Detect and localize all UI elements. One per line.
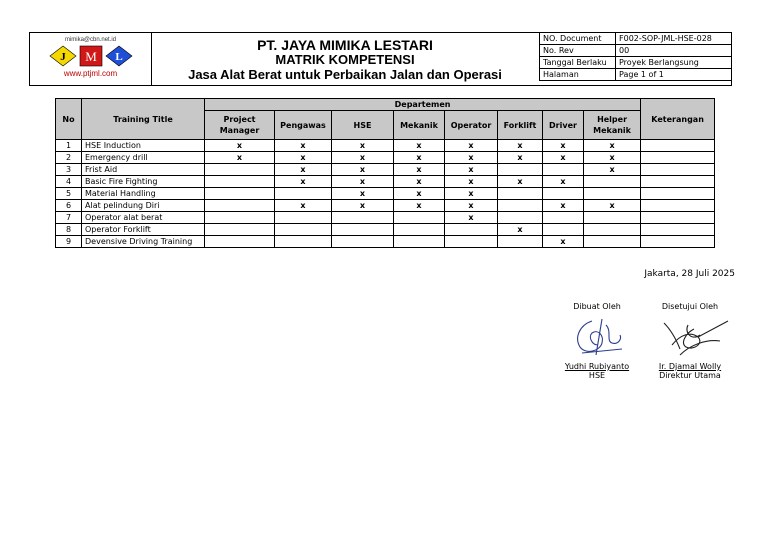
signature-approved-icon: [650, 315, 730, 359]
department-header-forklift: Forklift: [498, 111, 543, 140]
competency-cell: [543, 164, 584, 176]
competency-cell: x: [394, 188, 445, 200]
remarks-cell: [641, 236, 715, 248]
competency-cell: x: [498, 152, 543, 164]
competency-cell: [205, 176, 275, 188]
competency-cell: x: [332, 200, 394, 212]
column-header-remarks: Keterangan: [641, 99, 715, 140]
department-group-header: Departemen: [205, 99, 641, 111]
document-header: [29, 32, 732, 86]
service-description: Jasa Alat Berat untuk Perbaikan Jalan dan Operasi: [188, 67, 502, 82]
title-block: [151, 33, 539, 85]
page-label: Halaman: [540, 69, 616, 81]
row-number: 3: [56, 164, 82, 176]
competency-cell: x: [543, 140, 584, 152]
doc-info-row: [540, 33, 733, 45]
document-info-table: [539, 33, 732, 81]
department-header-mekanik: Mekanik: [394, 111, 445, 140]
competency-cell: [205, 212, 275, 224]
competency-cell: [584, 212, 641, 224]
training-title: Alat pelindung Diri: [82, 200, 205, 212]
competency-cell: [332, 236, 394, 248]
table-row: [56, 236, 715, 248]
competency-cell: x: [205, 140, 275, 152]
competency-cell: x: [543, 152, 584, 164]
table-row: [56, 140, 715, 152]
row-number: 8: [56, 224, 82, 236]
competency-cell: x: [332, 176, 394, 188]
competency-cell: [445, 236, 498, 248]
company-name: PT. JAYA MIMIKA LESTARI: [257, 37, 433, 53]
remarks-cell: [641, 140, 715, 152]
row-number: 5: [56, 188, 82, 200]
competency-cell: [205, 236, 275, 248]
row-number: 4: [56, 176, 82, 188]
approved-by-block: [640, 302, 740, 380]
competency-cell: x: [394, 140, 445, 152]
doc-number-value: F002-SOP-JML-HSE-028: [616, 33, 733, 45]
competency-cell: x: [584, 140, 641, 152]
competency-cell: [584, 236, 641, 248]
signature-prepared-icon: [562, 315, 632, 359]
prepared-by-label: Dibuat Oleh: [573, 302, 621, 311]
remarks-cell: [641, 176, 715, 188]
competency-cell: x: [275, 164, 332, 176]
competency-cell: x: [445, 212, 498, 224]
competency-cell: x: [394, 164, 445, 176]
table-row: [56, 164, 715, 176]
training-title: Emergency drill: [82, 152, 205, 164]
company-logo: [30, 33, 152, 85]
effective-date-label: Tanggal Berlaku: [540, 57, 616, 69]
competency-cell: [498, 200, 543, 212]
competency-cell: [445, 224, 498, 236]
competency-cell: x: [543, 176, 584, 188]
approved-by-label: Disetujui Oleh: [661, 302, 719, 311]
competency-cell: x: [498, 140, 543, 152]
department-header-hse: HSE: [332, 111, 394, 140]
training-title: Frist Aid: [82, 164, 205, 176]
row-number: 7: [56, 212, 82, 224]
prepared-by-block: [547, 302, 647, 380]
competency-cell: x: [584, 164, 641, 176]
training-title: Operator alat berat: [82, 212, 205, 224]
row-number: 2: [56, 152, 82, 164]
competency-cell: [205, 200, 275, 212]
logo-email: mimika@cbn.net.id: [64, 37, 117, 43]
competency-cell: x: [275, 152, 332, 164]
table-row: [56, 188, 715, 200]
competency-cell: x: [445, 200, 498, 212]
training-title: HSE Induction: [82, 140, 205, 152]
logo-emblem-icon: [48, 45, 134, 67]
competency-cell: x: [543, 236, 584, 248]
revision-label: No. Rev: [540, 45, 616, 57]
competency-cell: x: [445, 176, 498, 188]
table-row: [56, 176, 715, 188]
department-header-driver: Driver: [543, 111, 584, 140]
competency-cell: x: [584, 200, 641, 212]
remarks-cell: [641, 152, 715, 164]
competency-cell: x: [394, 176, 445, 188]
competency-cell: [275, 212, 332, 224]
department-header-pengawas: Pengawas: [275, 111, 332, 140]
prepared-by-name: Yudhi Rubiyanto: [564, 362, 630, 371]
doc-number-label: NO. Document: [540, 33, 616, 45]
approved-by-name: Ir. Djamal Wolly: [658, 362, 722, 371]
table-row: [56, 224, 715, 236]
column-header-no: No: [56, 99, 82, 140]
row-number: 1: [56, 140, 82, 152]
effective-date-value: Proyek Berlangsung: [616, 57, 733, 69]
competency-cell: [498, 164, 543, 176]
logo-letter-j: J: [60, 51, 66, 63]
department-header-project-manager: Project Manager: [205, 111, 275, 140]
competency-cell: x: [205, 152, 275, 164]
doc-info-row: [540, 57, 733, 69]
competency-cell: x: [445, 140, 498, 152]
training-title: Operator Forklift: [82, 224, 205, 236]
competency-cell: x: [498, 224, 543, 236]
logo-letter-l: L: [115, 51, 123, 63]
column-header-training-title: Training Title: [82, 99, 205, 140]
doc-info-row: [540, 45, 733, 57]
table-row: [56, 212, 715, 224]
training-title: Basic Fire Fighting: [82, 176, 205, 188]
competency-cell: x: [275, 140, 332, 152]
competency-cell: x: [275, 200, 332, 212]
competency-cell: [543, 212, 584, 224]
competency-cell: [205, 224, 275, 236]
competency-cell: [332, 212, 394, 224]
competency-cell: [584, 224, 641, 236]
competency-cell: x: [445, 164, 498, 176]
prepared-by-role: HSE: [588, 371, 606, 380]
remarks-cell: [641, 212, 715, 224]
competency-cell: [332, 224, 394, 236]
competency-matrix-table: [55, 98, 715, 248]
competency-cell: [205, 188, 275, 200]
table-row: [56, 152, 715, 164]
competency-cell: [584, 188, 641, 200]
competency-cell: x: [445, 152, 498, 164]
table-row: [56, 200, 715, 212]
competency-cell: [394, 212, 445, 224]
row-number: 6: [56, 200, 82, 212]
page-value: Page 1 of 1: [616, 69, 733, 81]
competency-cell: x: [275, 176, 332, 188]
competency-cell: [498, 188, 543, 200]
competency-cell: [543, 188, 584, 200]
row-number: 9: [56, 236, 82, 248]
competency-cell: [543, 224, 584, 236]
training-title: Devensive Driving Training: [82, 236, 205, 248]
logo-website: www.ptjml.com: [63, 69, 118, 78]
department-header-helper-mekanik: Helper Mekanik: [584, 111, 641, 140]
competency-cell: x: [394, 152, 445, 164]
logo-letter-m: M: [85, 49, 97, 64]
remarks-cell: [641, 200, 715, 212]
place-and-date: Jakarta, 28 Juli 2025: [644, 269, 735, 279]
remarks-cell: [641, 164, 715, 176]
competency-cell: [275, 236, 332, 248]
competency-cell: x: [394, 200, 445, 212]
competency-cell: x: [332, 188, 394, 200]
competency-cell: [275, 224, 332, 236]
competency-cell: x: [498, 176, 543, 188]
competency-cell: x: [445, 188, 498, 200]
competency-cell: x: [332, 164, 394, 176]
competency-cell: [275, 188, 332, 200]
competency-cell: x: [584, 152, 641, 164]
competency-cell: [498, 212, 543, 224]
department-header-operator: Operator: [445, 111, 498, 140]
approved-by-role: Direktur Utama: [659, 371, 721, 380]
competency-cell: [394, 224, 445, 236]
competency-cell: [205, 164, 275, 176]
competency-cell: x: [332, 140, 394, 152]
remarks-cell: [641, 224, 715, 236]
competency-cell: [394, 236, 445, 248]
competency-cell: x: [543, 200, 584, 212]
revision-value: 00: [616, 45, 733, 57]
competency-cell: [584, 176, 641, 188]
training-title: Material Handling: [82, 188, 205, 200]
competency-cell: [498, 236, 543, 248]
document-title: MATRIK KOMPETENSI: [275, 52, 415, 67]
doc-info-row: [540, 69, 733, 81]
competency-cell: x: [332, 152, 394, 164]
remarks-cell: [641, 188, 715, 200]
